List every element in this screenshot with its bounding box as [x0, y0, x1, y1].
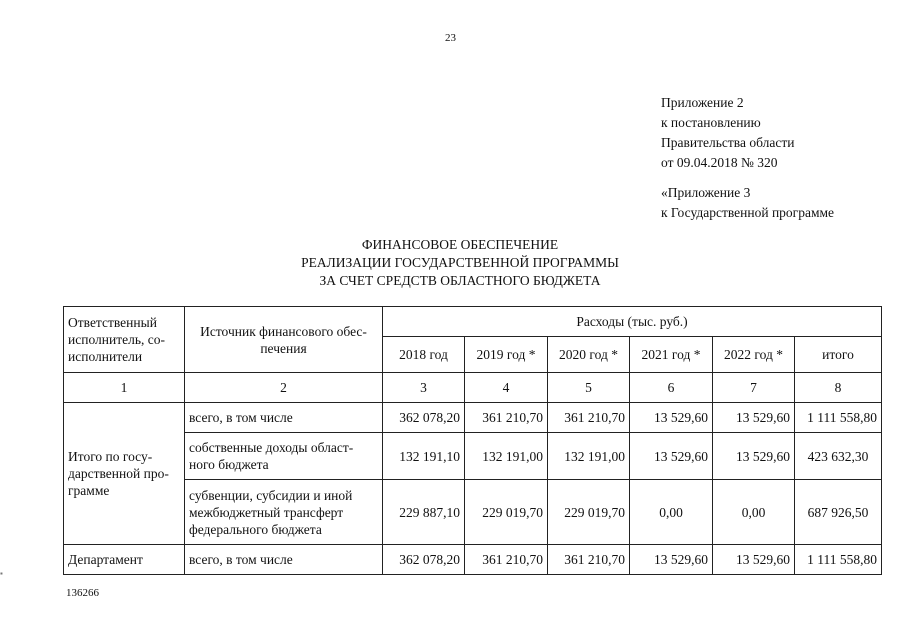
table-row: [64, 480, 882, 545]
page-number: 23: [445, 32, 456, 44]
header-source: Источник финансового обес-печения: [185, 307, 383, 373]
source-cell: всего, в том числе: [185, 403, 383, 433]
value-cell: 361 210,70: [465, 403, 548, 433]
financing-table: [63, 306, 882, 575]
value-cell: 361 210,70: [548, 403, 630, 433]
title-line-2: РЕАЛИЗАЦИИ ГОСУДАРСТВЕННОЙ ПРОГРАММЫ: [301, 255, 619, 270]
value-cell: 13 529,60: [630, 433, 713, 480]
header-year: 2021 год *: [630, 337, 713, 373]
source-cell: собственные доходы област-ного бюджета: [185, 433, 383, 480]
title-line-1: ФИНАНСОВОЕ ОБЕСПЕЧЕНИЕ: [361, 237, 559, 252]
value-cell: 361 210,70: [465, 545, 548, 575]
value-cell: 229 887,10: [383, 480, 465, 545]
title-line-3: ЗА СЧЕТ СРЕДСТВ ОБЛАСТНОГО БЮДЖЕТА: [319, 273, 601, 288]
source-cell: субвенции, субсидии и иной межбюджетный трансферт федерального бюджета: [185, 480, 383, 545]
column-number: 3: [383, 373, 465, 403]
value-cell: 13 529,60: [713, 433, 795, 480]
column-number: 5: [548, 373, 630, 403]
value-cell: 132 191,00: [548, 433, 630, 480]
annex-line-3: Правительства области: [661, 135, 795, 150]
column-number: 4: [465, 373, 548, 403]
column-number: 1: [64, 373, 185, 403]
annex-inner-line-1: «Приложение 3: [661, 185, 751, 200]
column-number: 2: [185, 373, 383, 403]
annex-inner-block: [661, 183, 834, 223]
header-total: итого: [795, 337, 882, 373]
value-cell: 1 111 558,80: [795, 403, 882, 433]
group-label-department: Департамент: [64, 545, 185, 575]
annex-line-2: к постановлению: [661, 115, 761, 130]
value-cell: 687 926,50: [795, 480, 882, 545]
value-cell: 13 529,60: [713, 403, 795, 433]
value-cell: 423 632,30: [795, 433, 882, 480]
header-year: 2018 год: [383, 337, 465, 373]
group-label-total: Итого по госу-дарственной про-грамме: [64, 403, 185, 545]
annex-block: [661, 93, 794, 173]
header-year: 2022 год *: [713, 337, 795, 373]
column-number: 7: [713, 373, 795, 403]
value-cell: 13 529,60: [630, 545, 713, 575]
header-year: 2020 год *: [548, 337, 630, 373]
footer-code: 136266: [66, 587, 99, 599]
column-number: 8: [795, 373, 882, 403]
value-cell: 362 078,20: [383, 545, 465, 575]
margin-mark: ▪: [0, 569, 3, 578]
table-row: [64, 433, 882, 480]
table-row: [64, 403, 882, 433]
column-numbers-row: [64, 373, 882, 403]
annex-line-4: от 09.04.2018 № 320: [661, 155, 778, 170]
table-row: [64, 545, 882, 575]
value-cell: 229 019,70: [465, 480, 548, 545]
source-cell: всего, в том числе: [185, 545, 383, 575]
value-cell: 132 191,00: [465, 433, 548, 480]
value-cell: 13 529,60: [630, 403, 713, 433]
value-cell: 132 191,10: [383, 433, 465, 480]
value-cell: 1 111 558,80: [795, 545, 882, 575]
value-cell: 229 019,70: [548, 480, 630, 545]
document-title: [200, 236, 720, 290]
annex-inner-line-2: к Государственной программе: [661, 205, 835, 220]
value-cell: 13 529,60: [713, 545, 795, 575]
value-cell: 0,00: [630, 480, 713, 545]
header-expenses: Расходы (тыс. руб.): [383, 307, 882, 337]
value-cell: 362 078,20: [383, 403, 465, 433]
annex-line-1: Приложение 2: [661, 95, 744, 110]
value-cell: 0,00: [713, 480, 795, 545]
value-cell: 361 210,70: [548, 545, 630, 575]
column-number: 6: [630, 373, 713, 403]
header-responsible: Ответственный исполнитель, со-исполнители: [64, 307, 185, 373]
header-year: 2019 год *: [465, 337, 548, 373]
